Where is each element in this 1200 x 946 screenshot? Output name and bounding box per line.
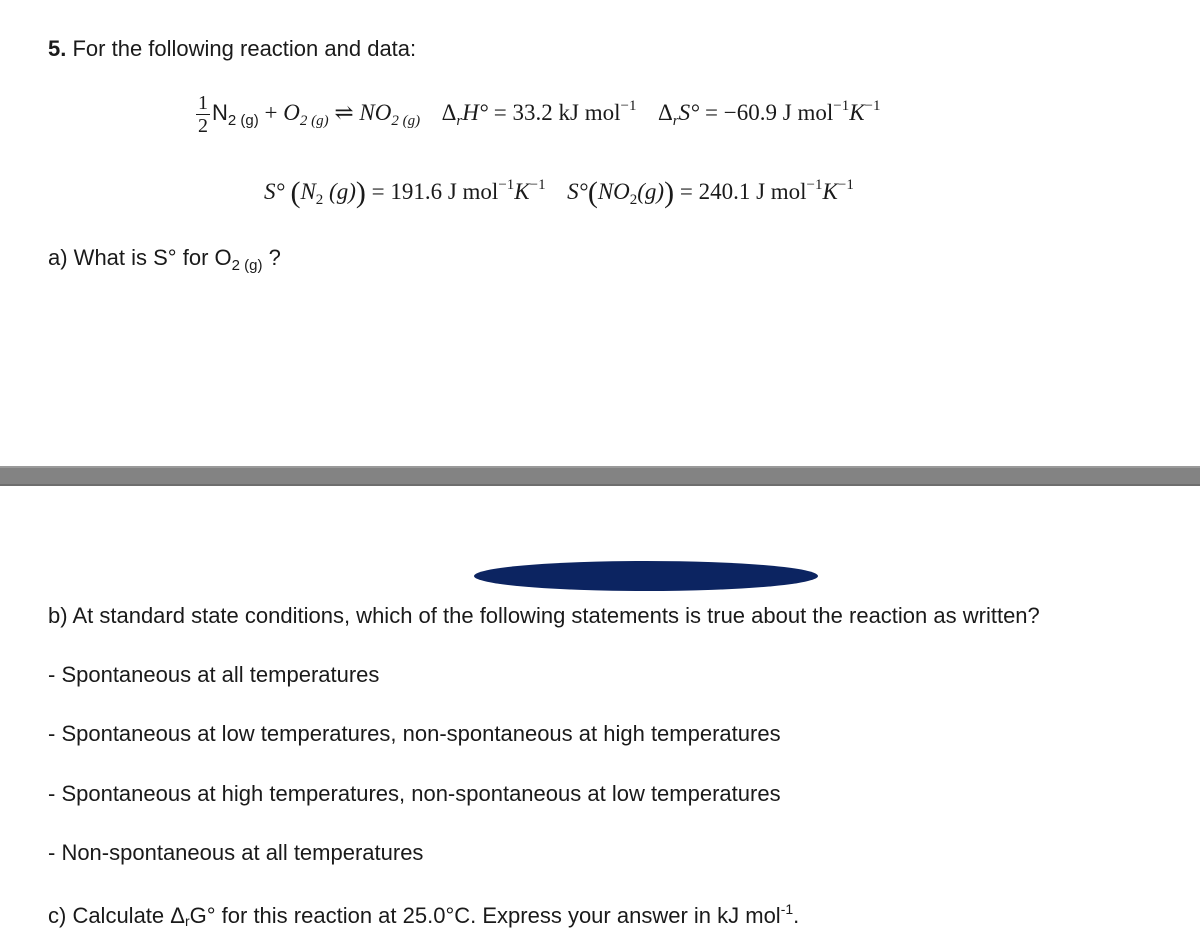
o2-symbol: O	[283, 99, 300, 125]
entropy-delta: Δ	[657, 99, 673, 125]
entropy-delta-subscript: r	[672, 112, 679, 129]
entropy-exponent-k: −1	[864, 97, 881, 114]
option-item: - Spontaneous at high temperatures, non-spontaneous at low temperatures	[48, 781, 781, 806]
n2-entropy-subscript: 2	[315, 192, 324, 208]
coefficient-fraction	[196, 92, 210, 137]
no2-entropy-exp-mol: −1	[806, 177, 823, 193]
reaction-equation	[196, 92, 881, 137]
section-divider	[0, 466, 1200, 486]
part-a-text: a) What is S° for O	[48, 245, 232, 270]
no2-entropy-value: = 240.1 J mol	[679, 179, 807, 204]
n2-entropy-state: (g)	[329, 179, 356, 204]
o2-subscript: 2 (g)	[299, 112, 329, 129]
question-number: 5.	[48, 36, 67, 61]
enthalpy-symbol: H°	[462, 99, 489, 125]
no2-entropy-state: (g)	[637, 179, 665, 204]
part-c-end: .	[793, 903, 800, 928]
option-item: - Non-spontaneous at all temperatures	[48, 840, 424, 865]
n2-entropy-species: N	[300, 179, 316, 204]
coefficient-numerator: 1	[198, 92, 208, 114]
enthalpy-delta-subscript: r	[456, 112, 463, 129]
n2-entropy-kelvin: K	[514, 179, 530, 204]
question-intro: For the following reaction and data:	[72, 36, 417, 61]
no2-entropy-subscript: 2	[629, 192, 638, 208]
part-a-question	[48, 245, 281, 274]
part-c-question	[48, 901, 799, 929]
enthalpy-delta: Δ	[441, 99, 457, 125]
entropy-value: = −60.9 J mol	[705, 99, 834, 125]
enthalpy-exponent: −1	[620, 97, 637, 114]
no2-subscript: 2 (g)	[391, 112, 421, 129]
no2-entropy-label: S°	[567, 179, 588, 204]
equilibrium-arrow: ⇌	[334, 99, 354, 125]
n2-entropy-label: S°	[264, 179, 285, 204]
n2-symbol: N	[212, 99, 228, 125]
no2-entropy-exp-k: −1	[837, 177, 854, 193]
n2-entropy-exp-k: −1	[529, 177, 546, 193]
no2-entropy-species: NO	[597, 179, 630, 204]
part-b-question: b) At standard state conditions, which of the following statements is true about the reaction as written?	[48, 603, 1040, 628]
standard-entropies: S° ($N_2$ (g)) = 191.6 J $mol^{-1}K^{-1}$ $S^\circ(NO_2(g)) = 240.1$ J $mol^{-1}K^{-1}$	[264, 176, 854, 209]
part-a-subscript: 2 (g)	[231, 257, 263, 274]
redaction-mark	[474, 561, 818, 591]
part-c-text-start: c) Calculate Δ	[48, 903, 185, 928]
plus-sign: +	[264, 99, 278, 125]
enthalpy-value: = 33.2 kJ mol	[493, 99, 621, 125]
n2-subscript: 2 (g)	[227, 111, 259, 129]
no2-symbol: NO	[359, 99, 392, 125]
no2-entropy-kelvin: K	[822, 179, 838, 204]
entropy-symbol: S°	[678, 99, 700, 125]
entropy-kelvin: K	[849, 99, 865, 125]
n2-entropy-exp-mol: −1	[498, 177, 515, 193]
part-c-subscript: r	[184, 913, 190, 929]
option-item: - Spontaneous at all temperatures	[48, 662, 380, 687]
n2-entropy-value: = 191.6 J mol	[371, 179, 499, 204]
question-header	[48, 36, 416, 62]
part-c-text-main: G° for this reaction at 25.0°C. Express your answer in kJ mol	[189, 903, 781, 928]
part-a-end: ?	[268, 245, 281, 270]
part-c-exponent: -1	[780, 901, 794, 917]
coefficient-denominator: 2	[198, 115, 208, 137]
entropy-exponent-mol: −1	[833, 97, 850, 114]
option-item: - Spontaneous at low temperatures, non-spontaneous at high temperatures	[48, 721, 781, 746]
